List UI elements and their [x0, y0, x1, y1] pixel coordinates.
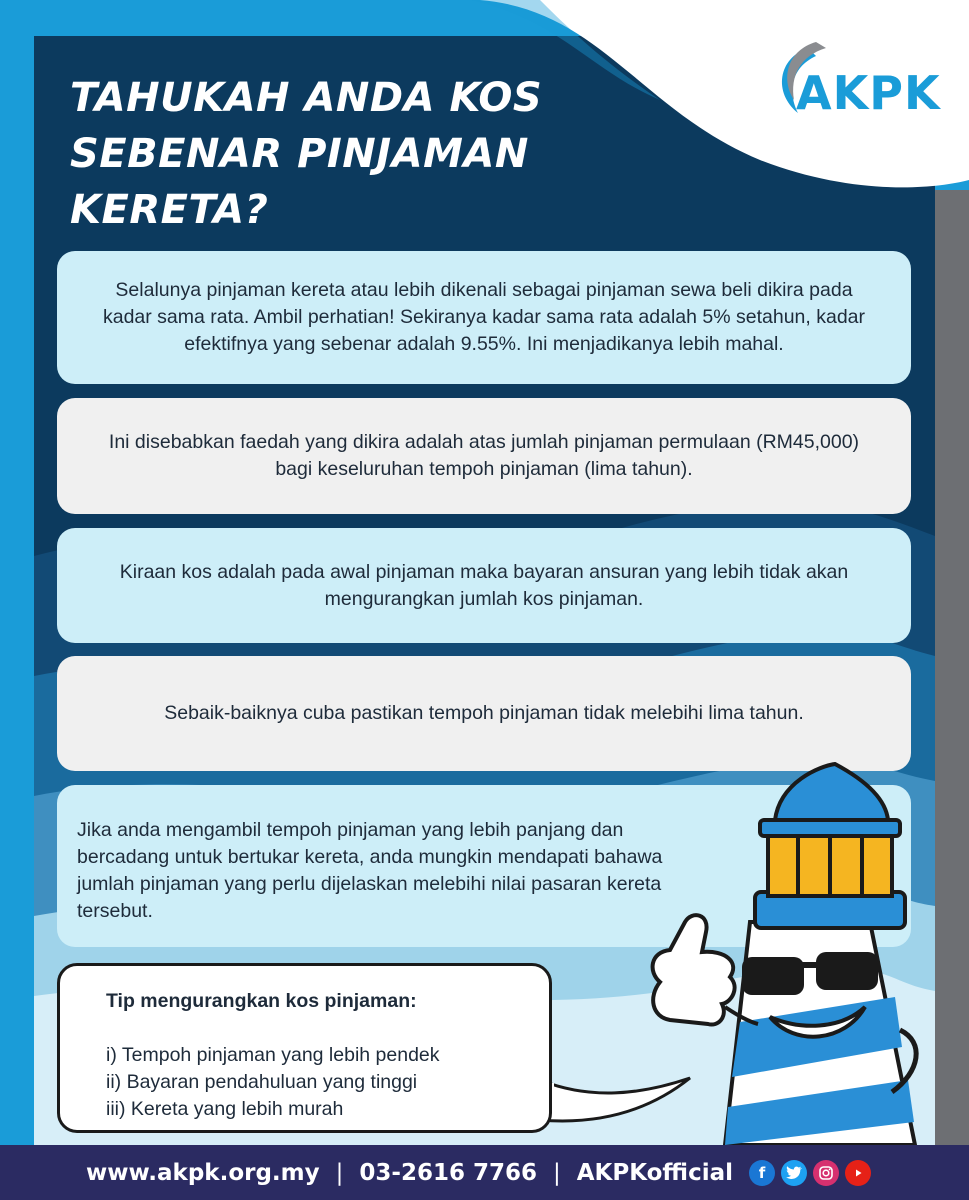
footer-separator: | — [552, 1159, 561, 1186]
info-card-3-text: Kiraan kos adalah pada awal pinjaman maka bayaran ansuran yang lebih tidak akan mengurangkan jumlah kos pinjaman. — [119, 560, 849, 610]
title-line-2: SEBENAR PINJAMAN — [70, 131, 529, 177]
info-card-1 — [57, 251, 911, 384]
title-line-1: TAHUKAH ANDA KOS — [70, 75, 543, 121]
info-card-4 — [57, 656, 911, 771]
info-card-5-text: Jika anda mengambil tempoh pinjaman yang lebih panjang dan bercadang untuk bertukar kereta, anda mungkin mendapati bahawa jumlah pinjaman yang perlu dijelaskan melebihi nilai pasaran kereta tersebut. — [77, 819, 663, 922]
youtube-icon[interactable] — [845, 1160, 871, 1186]
phone-number[interactable]: 03-2616 7766 — [359, 1159, 537, 1186]
lighthouse-mascot-icon — [630, 762, 930, 1145]
info-card-2 — [57, 398, 911, 514]
instagram-icon[interactable] — [813, 1160, 839, 1186]
title-line-3: KERETA? — [70, 187, 269, 233]
social-handle[interactable]: AKPKofficial — [576, 1159, 734, 1186]
website-link[interactable]: www.akpk.org.my — [86, 1159, 320, 1186]
footer-separator: | — [335, 1159, 344, 1186]
page-title — [70, 70, 630, 238]
footer-bar — [0, 1145, 969, 1200]
info-card-4-text: Sebaik-baiknya cuba pastikan tempoh pinjaman tidak melebihi lima tahun. — [164, 702, 804, 724]
twitter-icon[interactable] — [781, 1160, 807, 1186]
social-icons — [743, 1160, 871, 1186]
tip-speech-bubble — [57, 963, 552, 1133]
akpk-logo-text: AKPK — [796, 66, 941, 120]
info-card-3 — [57, 528, 911, 643]
tip-item-3: iii) Kereta yang lebih murah — [106, 1098, 344, 1120]
tip-title: Tip mengurangkan kos pinjaman: — [106, 990, 417, 1012]
side-strip — [935, 190, 969, 1145]
tip-item-1: i) Tempoh pinjaman yang lebih pendek — [106, 1044, 440, 1066]
facebook-icon[interactable]: f — [749, 1160, 775, 1186]
info-card-1-text: Selalunya pinjaman kereta atau lebih dikenali sebagai pinjaman sewa beli dikira pada kadar sama rata. Ambil perhatian! Sekiranya kadar sama rata adalah 5% setahun, kadar efektifnya yang sebenar adalah 9.55%. Ini menjadikanya lebih mahal. — [102, 279, 865, 355]
info-card-2-text: Ini disebabkan faedah yang dikira adalah atas jumlah pinjaman permulaan (RM45,000) bagi keseluruhan tempoh pinjaman (lima tahun). — [108, 431, 860, 480]
tip-item-2: ii) Bayaran pendahuluan yang tinggi — [106, 1071, 418, 1093]
